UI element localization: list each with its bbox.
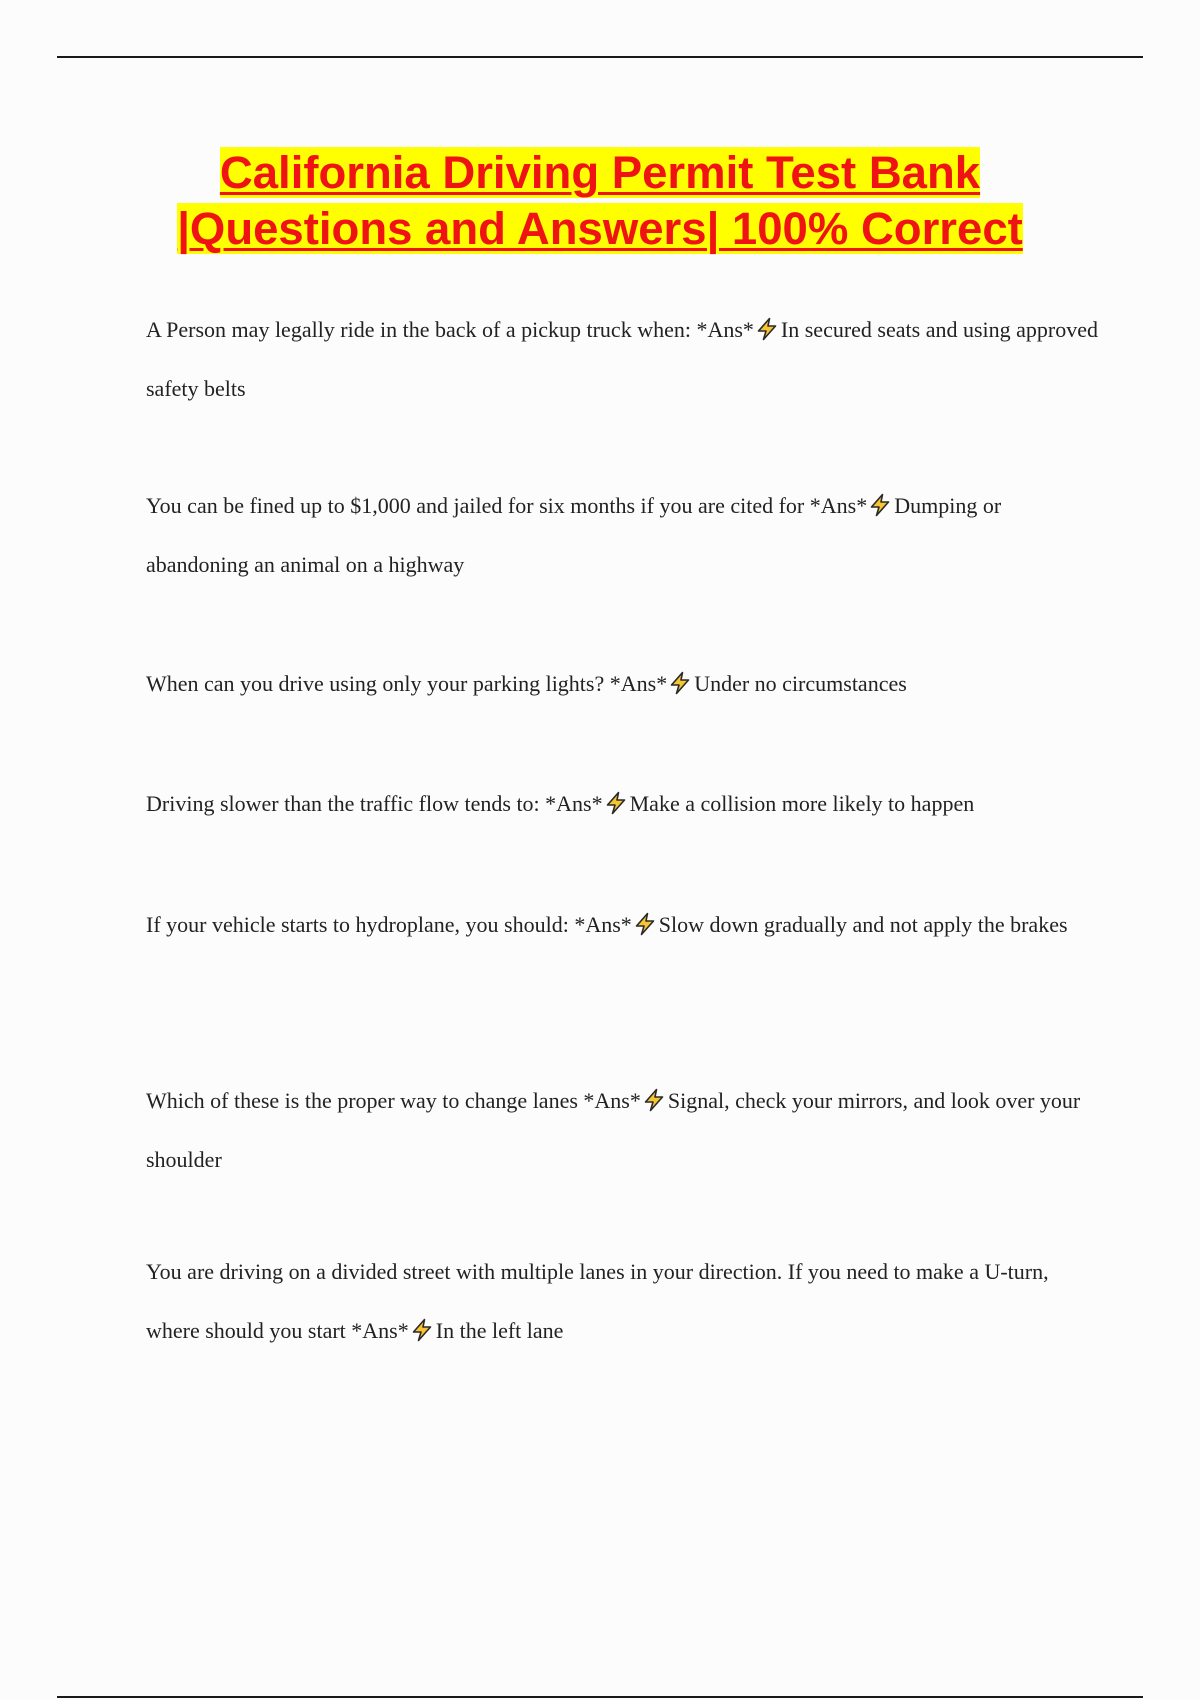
- question-text: You are driving on a divided street with multiple lanes in your direction. If you need to make a U-turn, where should you start: [146, 1259, 1049, 1343]
- qa-item: [146, 1071, 1106, 1189]
- question-text: When can you drive using only your parking lights?: [146, 671, 605, 696]
- lightning-bolt-icon: [642, 1088, 666, 1112]
- lightning-bolt-icon: [755, 317, 779, 341]
- qa-item: [146, 895, 1106, 954]
- answer-marker: *Ans*: [574, 912, 632, 937]
- page-title: [57, 145, 1143, 257]
- answer-marker: *Ans*: [609, 671, 668, 696]
- answer-marker: *Ans*: [351, 1318, 409, 1343]
- answer-text: Under no circumstances: [694, 671, 907, 696]
- lightning-bolt-icon: [868, 493, 892, 517]
- lightning-bolt-icon: [410, 1318, 434, 1342]
- question-text: Driving slower than the traffic flow tends to:: [146, 791, 540, 816]
- qa-item: [146, 476, 1106, 594]
- answer-text: Make a collision more likely to happen: [629, 791, 975, 816]
- answer-text: Signal, check your mirrors, and look over your shoulder: [146, 1088, 1081, 1172]
- question-text: If your vehicle starts to hydroplane, you should:: [146, 912, 569, 937]
- answer-marker: *Ans*: [583, 1088, 641, 1113]
- answer-text: Dumping or abandoning an animal on a highway: [146, 493, 1002, 577]
- lightning-bolt-icon: [668, 671, 692, 695]
- lightning-bolt-icon: [633, 912, 657, 936]
- question-text: A Person may legally ride in the back of a pickup truck when:: [146, 317, 691, 342]
- answer-marker: *Ans*: [809, 493, 868, 518]
- qa-item: [146, 654, 1106, 713]
- qa-item: [146, 1242, 1106, 1360]
- title-line-2: |Questions and Answers| 100% Correct: [177, 203, 1023, 254]
- answer-marker: *Ans*: [696, 317, 754, 342]
- qa-item: [146, 300, 1106, 418]
- title-line-1: California Driving Permit Test Bank: [219, 147, 981, 198]
- qa-item: [146, 774, 1106, 833]
- answer-marker: *Ans*: [545, 791, 603, 816]
- top-divider: [57, 56, 1143, 58]
- answer-text: Slow down gradually and not apply the brakes: [658, 912, 1068, 937]
- question-text: Which of these is the proper way to change lanes: [146, 1088, 578, 1113]
- lightning-bolt-icon: [604, 791, 628, 815]
- question-text: You can be fined up to $1,000 and jailed for six months if you are cited for: [146, 493, 805, 518]
- bottom-divider: [57, 1696, 1143, 1698]
- answer-text: In the left lane: [435, 1318, 564, 1343]
- answer-text: In secured seats and using approved safety belts: [146, 317, 1098, 401]
